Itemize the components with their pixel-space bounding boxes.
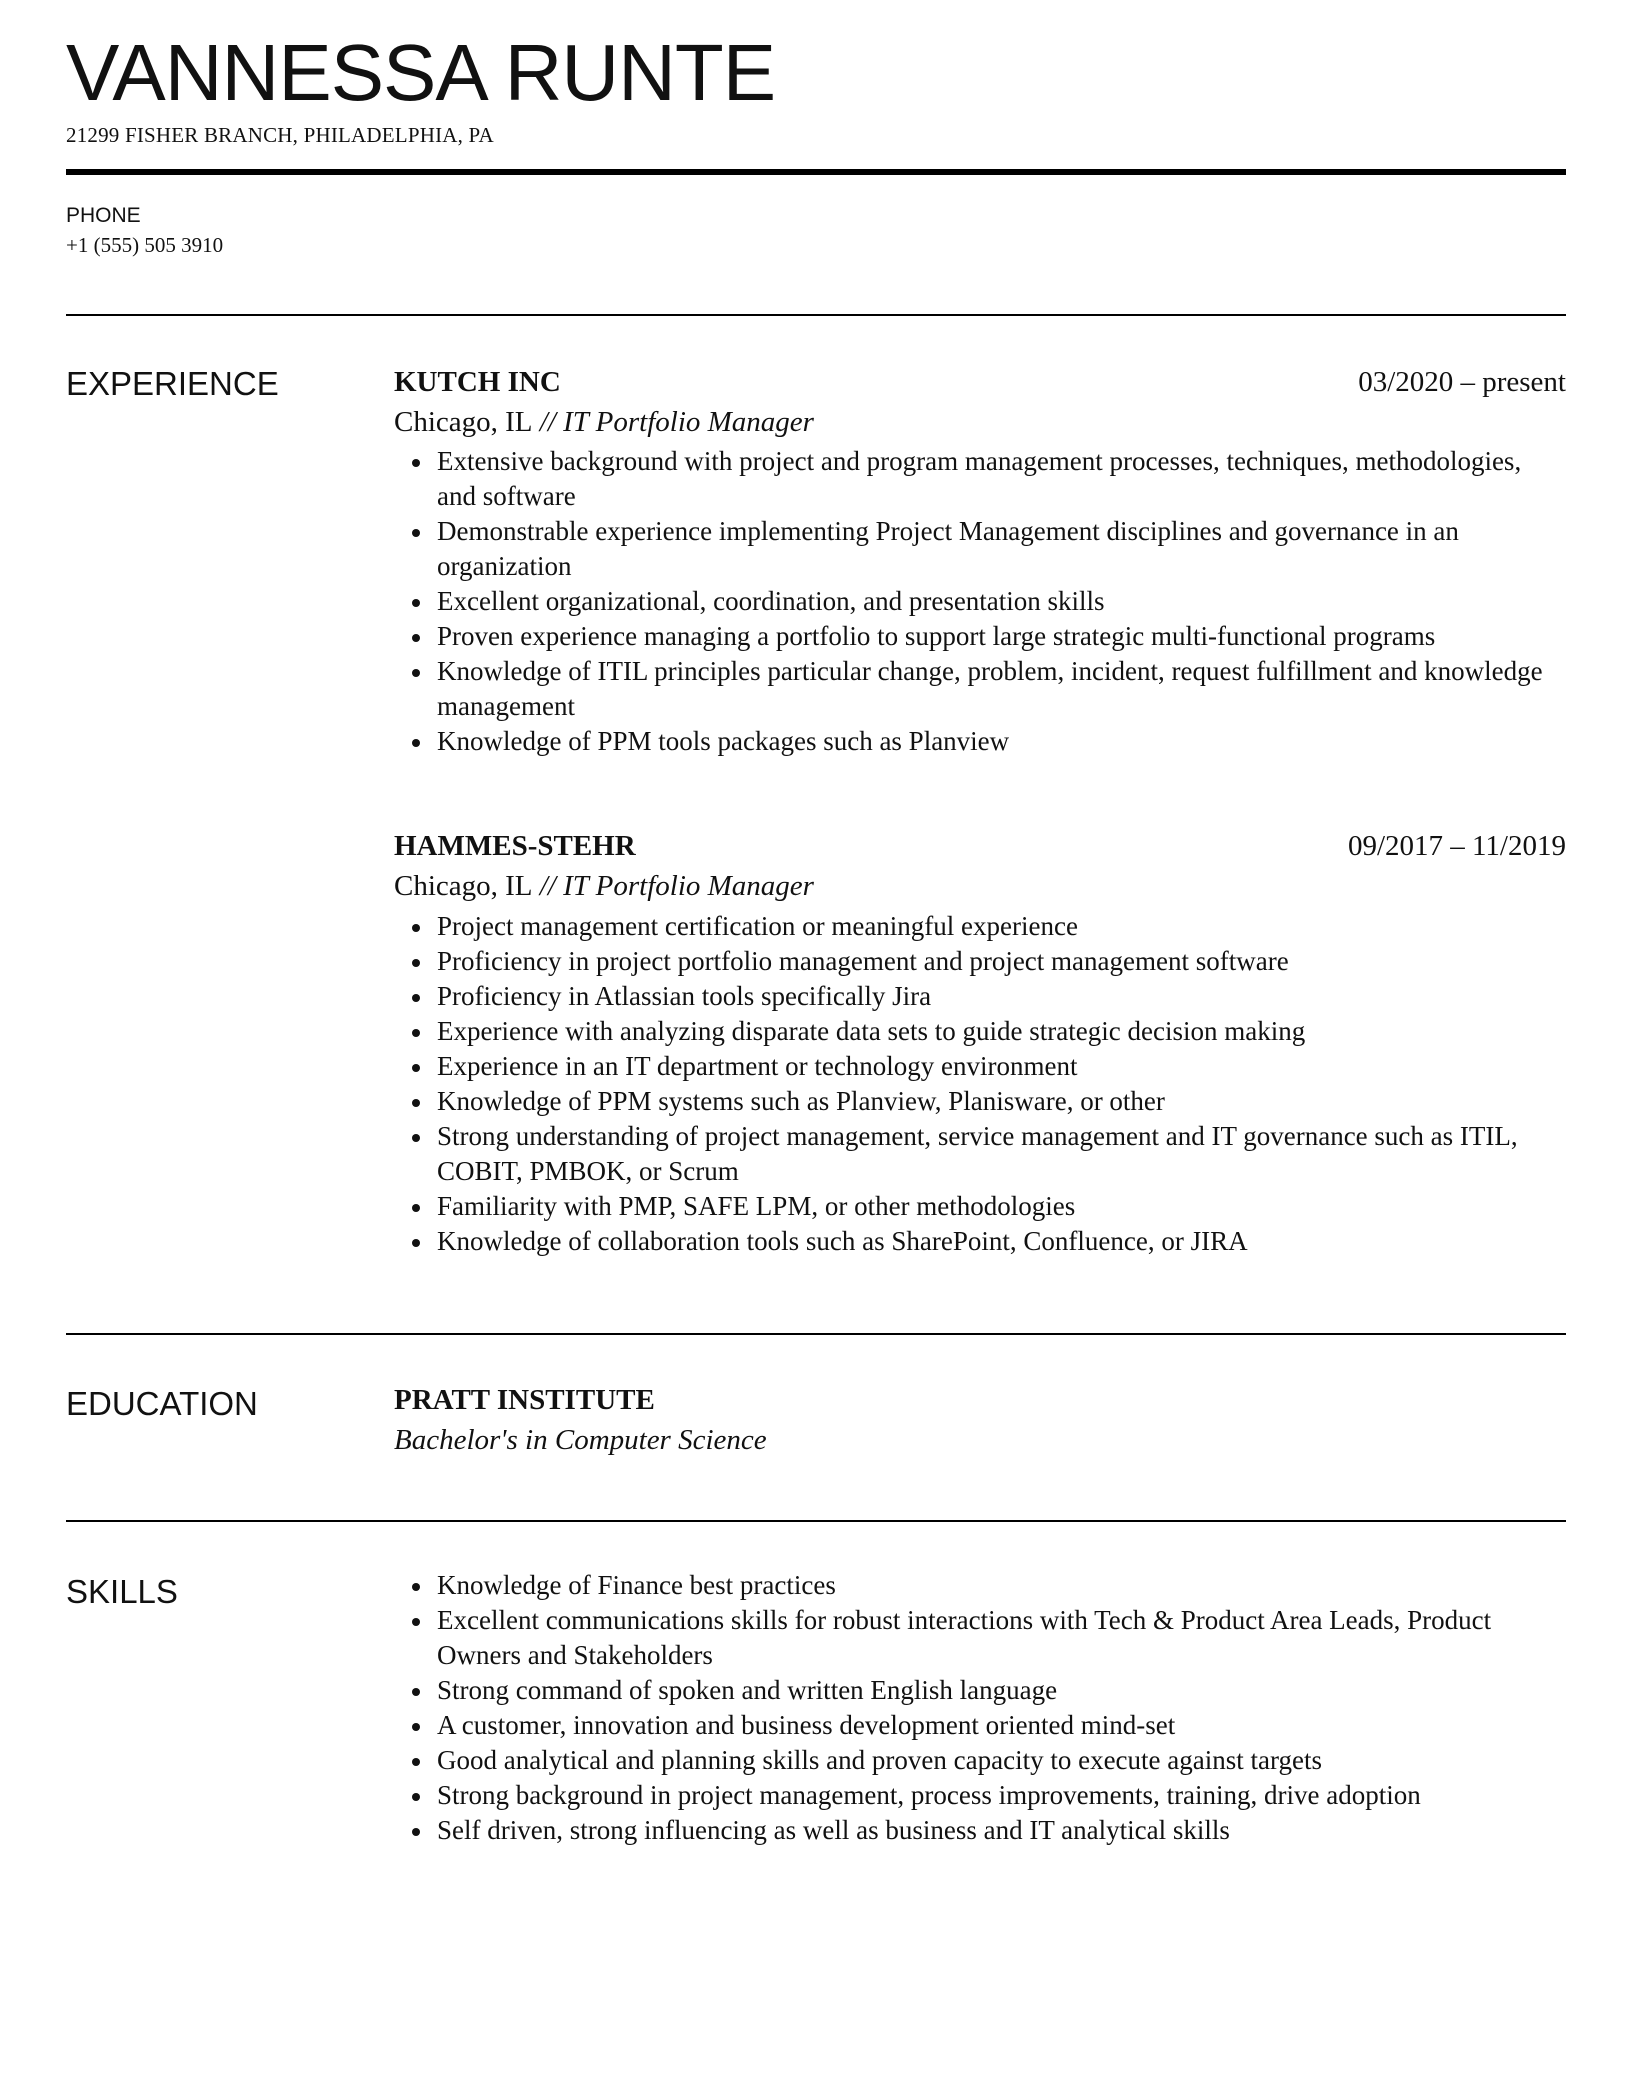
list-item: [394, 724, 1566, 759]
bullet-icon: [412, 739, 420, 747]
company-name: HAMMES-STEHR: [394, 830, 636, 862]
list-item: [394, 444, 1566, 514]
list-item: [394, 1568, 1566, 1603]
role-separator: //: [532, 406, 564, 438]
role-separator: //: [532, 870, 564, 902]
list-item: [394, 619, 1566, 654]
job-role: IT Portfolio Manager: [563, 870, 814, 902]
list-item: [394, 909, 1566, 944]
list-item: [394, 1049, 1566, 1084]
job-location: Chicago, IL: [394, 406, 533, 438]
bullet-icon: [412, 1723, 420, 1731]
job-header: [394, 362, 1566, 402]
skills-list-wrap: [394, 1568, 1566, 1848]
school-name: PRATT INSTITUTE: [394, 1384, 655, 1416]
bullet-text: Knowledge of ITIL principles particular change, problem, incident, request fulfillment and knowledge management: [437, 656, 1543, 721]
bullet-text: Good analytical and planning skills and proven capacity to execute against targets: [437, 1745, 1322, 1775]
bullet-icon: [412, 459, 420, 467]
list-item: [394, 1673, 1566, 1708]
skills-list: [394, 1568, 1566, 1848]
list-item: [394, 1603, 1566, 1673]
bullet-text: A customer, innovation and business development oriented mind-set: [437, 1710, 1176, 1740]
bullet-text: Familiarity with PMP, SAFE LPM, or other methodologies: [437, 1191, 1076, 1221]
section-divider: [66, 1520, 1566, 1522]
job-bullets: [394, 909, 1566, 1259]
list-item: [394, 1084, 1566, 1119]
bullet-text: Proficiency in Atlassian tools specifically Jira: [437, 981, 932, 1011]
list-item: [394, 1189, 1566, 1224]
list-item: [394, 654, 1566, 724]
bullet-text: Project management certification or meaningful experience: [437, 911, 1078, 941]
bullet-text: Strong understanding of project management, service management and IT governance such as ITIL, COBIT, PMBOK, or Scrum: [437, 1121, 1518, 1186]
bullet-icon: [412, 529, 420, 537]
bullet-icon: [412, 1099, 420, 1107]
bullet-text: Excellent communications skills for robust interactions with Tech & Product Area Leads, Product Owners and Stakeholders: [437, 1605, 1492, 1670]
job-role: IT Portfolio Manager: [563, 406, 814, 438]
phone-value: +1 (555) 505 3910: [66, 233, 224, 257]
bullet-icon: [412, 1618, 420, 1626]
list-item: [394, 1014, 1566, 1049]
job-location-role: [394, 402, 1566, 442]
section-divider: [66, 314, 1566, 316]
bullet-icon: [412, 1828, 420, 1836]
bullet-text: Excellent organizational, coordination, and presentation skills: [437, 586, 1105, 616]
job-dates: 03/2020 – present: [1358, 366, 1566, 398]
list-item: [394, 1778, 1566, 1813]
job-dates: 09/2017 – 11/2019: [1347, 830, 1566, 862]
list-item: [394, 584, 1566, 619]
bullet-icon: [412, 599, 420, 607]
list-item: [394, 1119, 1566, 1189]
bullet-text: Strong background in project management, process improvements, training, drive adoption: [437, 1780, 1421, 1810]
degree: Bachelor's in Computer Science: [394, 1424, 767, 1456]
bullet-text: Knowledge of collaboration tools such as SharePoint, Confluence, or JIRA: [437, 1226, 1248, 1256]
job-entry: [394, 826, 1566, 1259]
bullet-text: Experience in an IT department or technology environment: [437, 1051, 1078, 1081]
company-name: KUTCH INC: [394, 366, 561, 398]
bullet-text: Self driven, strong influencing as well as business and IT analytical skills: [437, 1815, 1230, 1845]
bullet-icon: [412, 924, 420, 932]
bullet-text: Proven experience managing a portfolio to support large strategic multi-functional programs: [437, 621, 1436, 651]
bullet-icon: [412, 634, 420, 642]
job-entry: [394, 362, 1566, 759]
bullet-icon: [412, 1204, 420, 1212]
list-item: [394, 514, 1566, 584]
bullet-icon: [412, 1134, 420, 1142]
section-divider: [66, 1333, 1566, 1335]
list-item: [394, 1743, 1566, 1778]
experience-heading: EXPERIENCE: [66, 365, 279, 402]
skills-heading: SKILLS: [66, 1573, 178, 1610]
education-heading: EDUCATION: [66, 1385, 258, 1422]
job-header: [394, 826, 1566, 866]
bullet-icon: [412, 1688, 420, 1696]
job-bullets: [394, 444, 1566, 759]
bullet-icon: [412, 1793, 420, 1801]
bullet-text: Knowledge of PPM systems such as Planview, Planisware, or other: [437, 1086, 1165, 1116]
candidate-name: VANNESSA RUNTE: [66, 28, 776, 117]
list-item: [394, 1813, 1566, 1848]
bullet-text: Extensive background with project and program management processes, techniques, methodologies, and software: [437, 446, 1522, 511]
bullet-text: Proficiency in project portfolio management and project management software: [437, 946, 1289, 976]
bullet-icon: [412, 994, 420, 1002]
bullet-icon: [412, 959, 420, 967]
bullet-icon: [412, 1239, 420, 1247]
address: 21299 FISHER BRANCH, PHILADELPHIA, PA: [66, 123, 494, 147]
bullet-icon: [412, 1583, 420, 1591]
bullet-text: Strong command of spoken and written English language: [437, 1675, 1058, 1705]
bullet-icon: [412, 669, 420, 677]
bullet-icon: [412, 1758, 420, 1766]
bullet-text: Demonstrable experience implementing Project Management disciplines and governance in an organization: [437, 516, 1459, 581]
phone-label: PHONE: [66, 204, 141, 227]
header-divider: [66, 169, 1566, 175]
list-item: [394, 979, 1566, 1014]
bullet-text: Knowledge of Finance best practices: [437, 1570, 836, 1600]
job-location: Chicago, IL: [394, 870, 533, 902]
job-location-role: [394, 866, 1566, 906]
bullet-text: Experience with analyzing disparate data sets to guide strategic decision making: [437, 1016, 1306, 1046]
list-item: [394, 944, 1566, 979]
bullet-icon: [412, 1029, 420, 1037]
bullet-icon: [412, 1064, 420, 1072]
list-item: [394, 1224, 1566, 1259]
education-entry: [394, 1380, 1566, 1460]
bullet-text: Knowledge of PPM tools packages such as Planview: [437, 726, 1010, 756]
list-item: [394, 1708, 1566, 1743]
